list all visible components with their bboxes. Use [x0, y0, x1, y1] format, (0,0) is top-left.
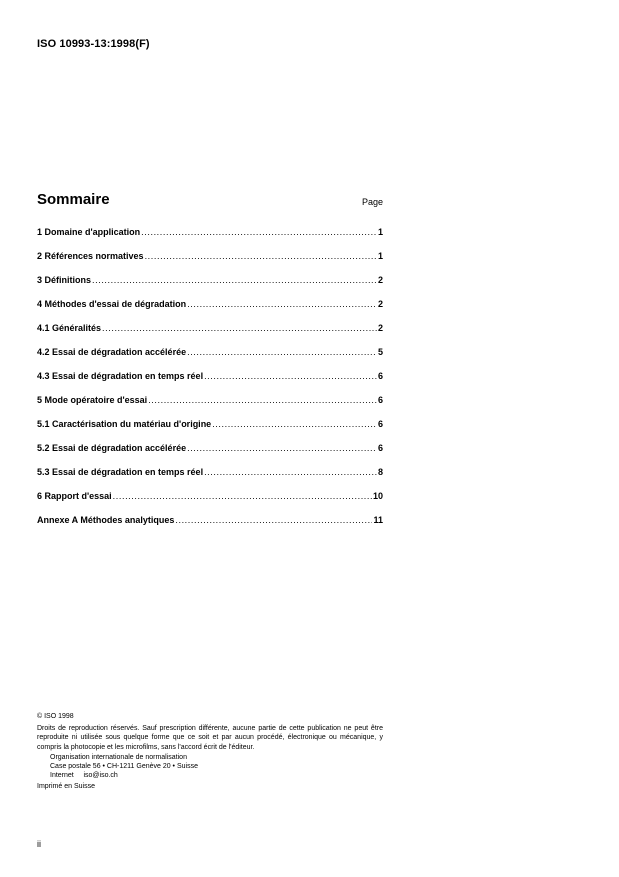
- toc-leader-dots: [212, 419, 377, 429]
- toc-entry-page: 6: [377, 443, 383, 453]
- toc-entry-label: 1 Domaine d'application: [37, 227, 141, 237]
- toc-leader-dots: [204, 371, 377, 381]
- toc-entry[interactable]: [37, 323, 383, 347]
- toc-entry[interactable]: [37, 299, 383, 323]
- toc-entry-page: 6: [377, 371, 383, 381]
- toc-entry[interactable]: [37, 371, 383, 395]
- toc-leader-dots: [141, 227, 377, 237]
- toc-entry-label: 2 Références normatives: [37, 251, 144, 261]
- page-number: ii: [37, 839, 41, 849]
- toc-entry-page: 6: [377, 419, 383, 429]
- toc-entry-label: 5 Mode opératoire d'essai: [37, 395, 148, 405]
- org-name: Organisation internationale de normalisation: [50, 753, 187, 761]
- publisher-address: [50, 753, 383, 781]
- table-of-contents: [37, 191, 383, 525]
- toc-entry-label: 6 Rapport d'essai: [37, 491, 112, 501]
- toc-leader-dots: [145, 251, 377, 261]
- toc-entry-page: 1: [377, 251, 383, 261]
- toc-leader-dots: [187, 443, 377, 453]
- printed-in: Imprimé en Suisse: [37, 783, 95, 791]
- toc-leader-dots: [187, 299, 377, 309]
- org-internet: Internet iso@iso.ch: [50, 772, 118, 780]
- copyright-line: © ISO 1998: [37, 713, 74, 720]
- document-reference: ISO 10993-13:1998(F): [37, 38, 150, 50]
- toc-entry-page: 2: [377, 275, 383, 285]
- toc-entry[interactable]: [37, 515, 383, 539]
- toc-entry[interactable]: [37, 491, 383, 515]
- toc-leader-dots: [187, 347, 377, 357]
- toc-leader-dots: [102, 323, 377, 333]
- toc-leader-dots: [204, 467, 377, 477]
- toc-entry-page: 2: [377, 299, 383, 309]
- toc-entry-label: 3 Définitions: [37, 275, 92, 285]
- toc-entry-page: 10: [372, 491, 383, 501]
- toc-entry[interactable]: [37, 275, 383, 299]
- toc-entry-page: 1: [377, 227, 383, 237]
- toc-entry[interactable]: [37, 419, 383, 443]
- toc-entry-label: 4.1 Généralités: [37, 323, 102, 333]
- toc-entry[interactable]: [37, 467, 383, 491]
- toc-entry-label: 4 Méthodes d'essai de dégradation: [37, 299, 187, 309]
- toc-entry-label: 5.1 Caractérisation du matériau d'origine: [37, 419, 212, 429]
- toc-entry-label: Annexe A Méthodes analytiques: [37, 515, 175, 525]
- toc-entry-label: 5.2 Essai de dégradation accélérée: [37, 443, 187, 453]
- toc-header: [37, 191, 383, 217]
- toc-entry[interactable]: [37, 395, 383, 419]
- toc-entry-page: 2: [377, 323, 383, 333]
- toc-entry-page: 11: [373, 515, 383, 525]
- toc-entry-page: 6: [377, 395, 383, 405]
- toc-leader-dots: [92, 275, 377, 285]
- toc-entry-page: 5: [377, 347, 383, 357]
- copyright-notice: Droits de reproduction réservés. Sauf prescription différente, aucune partie de cette publication ne peut être reproduite ni utilisée sous quelque forme que ce soit et par aucun procédé, électronique ou mécanique, y compris la photocopie et les microfilms, sans l'accord écrit de l'éditeur.: [37, 725, 383, 751]
- toc-leader-dots: [148, 395, 377, 405]
- toc-leader-dots: [175, 515, 372, 525]
- toc-entry[interactable]: [37, 251, 383, 275]
- toc-entry[interactable]: [37, 227, 383, 251]
- copyright-block: [37, 712, 383, 792]
- toc-entry-label: 4.2 Essai de dégradation accélérée: [37, 347, 187, 357]
- toc-entry-label: 4.3 Essai de dégradation en temps réel: [37, 371, 204, 381]
- org-address: Case postale 56 • CH-1211 Genève 20 • Suisse: [50, 763, 198, 771]
- toc-page-label: Page: [361, 197, 383, 207]
- toc-entry[interactable]: [37, 347, 383, 371]
- toc-leader-dots: [113, 491, 372, 501]
- toc-list: [37, 227, 383, 539]
- toc-entry-page: 8: [377, 467, 383, 477]
- toc-entry-label: 5.3 Essai de dégradation en temps réel: [37, 467, 204, 477]
- toc-entry[interactable]: [37, 443, 383, 467]
- toc-title: Sommaire: [37, 191, 110, 208]
